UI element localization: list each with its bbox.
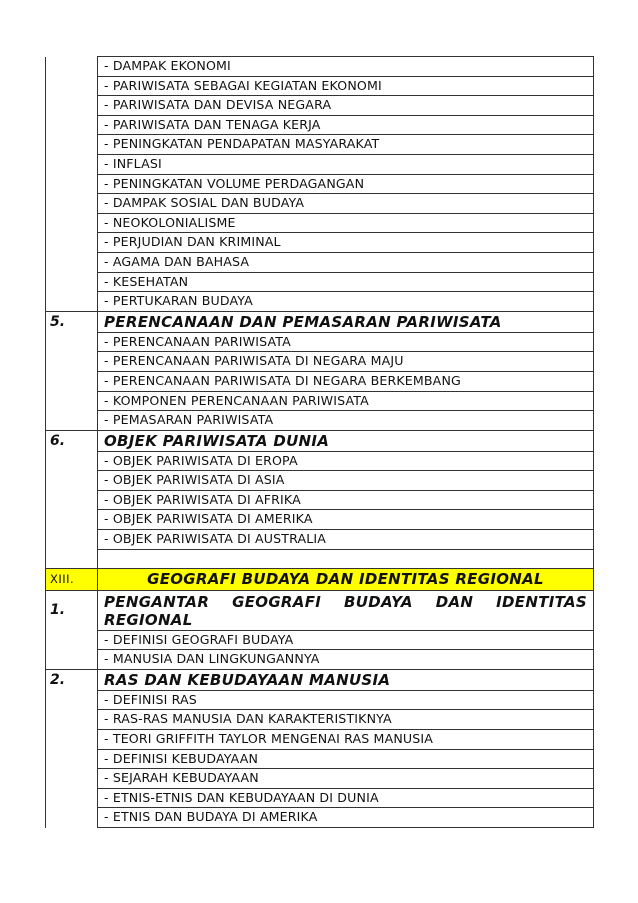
list-item: - PEMASARAN PARIWISATA [98, 411, 594, 431]
list-item: - MANUSIA DAN LINGKUNGANNYA [98, 650, 594, 670]
topic-number: 2. [46, 669, 98, 690]
table-row [46, 490, 594, 510]
list-item: - TEORI GRIFFITH TAYLOR MENGENAI RAS MANUSIA [98, 730, 594, 750]
table-row [46, 730, 594, 750]
list-item: - ETNIS DAN BUDAYA DI AMERIKA [98, 808, 594, 828]
topic-title-line-1: PENGANTAR GEOGRAFI BUDAYA DAN IDENTITAS [104, 592, 587, 611]
list-item: - OBJEK PARIWISATA DI AMERIKA [98, 510, 594, 530]
table-row [46, 194, 594, 214]
table-row [46, 769, 594, 789]
list-item: - PERENCANAAN PARIWISATA DI NEGARA BERKEMBANG [98, 371, 594, 391]
table-row [46, 471, 594, 491]
section-header-row [46, 568, 594, 590]
topic-title [98, 590, 594, 630]
topic-title: OBJEK PARIWISATA DUNIA [98, 430, 594, 451]
table-row [46, 115, 594, 135]
table-row [46, 213, 594, 233]
list-item: - PARIWISATA SEBAGAI KEGIATAN EKONOMI [98, 76, 594, 96]
topic-title-line-2: REGIONAL [104, 610, 193, 629]
table-row [46, 710, 594, 730]
table-row [46, 311, 594, 332]
list-item: - OBJEK PARIWISATA DI AUSTRALIA [98, 530, 594, 550]
topic-title: RAS DAN KEBUDAYAAN MANUSIA [98, 669, 594, 690]
list-item: - OBJEK PARIWISATA DI EROPA [98, 451, 594, 471]
table-row [46, 451, 594, 471]
table-row [46, 371, 594, 391]
list-item: - AGAMA DAN BAHASA [98, 252, 594, 272]
table-row [46, 788, 594, 808]
list-item: - KOMPONEN PERENCANAAN PARIWISATA [98, 391, 594, 411]
list-item: - PERENCANAAN PARIWISATA [98, 332, 594, 352]
number-cell [46, 57, 98, 77]
list-item: - PERTUKARAN BUDAYA [98, 292, 594, 312]
list-item: - DAMPAK EKONOMI [98, 57, 594, 77]
list-item: - NEOKOLONIALISME [98, 213, 594, 233]
table-row [46, 749, 594, 769]
topic-number: 1. [46, 590, 98, 630]
table-row [46, 630, 594, 650]
list-item: - KESEHATAN [98, 272, 594, 292]
list-item: - PARIWISATA DAN TENAGA KERJA [98, 115, 594, 135]
list-item: - OBJEK PARIWISATA DI AFRIKA [98, 490, 594, 510]
table-row [46, 252, 594, 272]
list-item: - PENINGKATAN VOLUME PERDAGANGAN [98, 174, 594, 194]
list-item: - DEFINISI RAS [98, 690, 594, 710]
list-item: - PERENCANAAN PARIWISATA DI NEGARA MAJU [98, 352, 594, 372]
table-row [46, 352, 594, 372]
empty-row [46, 549, 594, 568]
table-row [46, 272, 594, 292]
table-row [46, 135, 594, 155]
list-item: - DEFINISI GEOGRAFI BUDAYA [98, 630, 594, 650]
section-number: XIII. [46, 568, 98, 590]
table-row [46, 430, 594, 451]
list-item: - OBJEK PARIWISATA DI ASIA [98, 471, 594, 491]
table-row [46, 530, 594, 550]
table-row [46, 510, 594, 530]
table-row [46, 690, 594, 710]
syllabus-table [45, 56, 594, 828]
table-row [46, 154, 594, 174]
table-row [46, 292, 594, 312]
list-item: - INFLASI [98, 154, 594, 174]
list-item: - SEJARAH KEBUDAYAAN [98, 769, 594, 789]
list-item: - ETNIS-ETNIS DAN KEBUDAYAAN DI DUNIA [98, 788, 594, 808]
syllabus-page [45, 56, 594, 828]
table-row [46, 233, 594, 253]
list-item: - DEFINISI KEBUDAYAAN [98, 749, 594, 769]
table-row [46, 808, 594, 828]
topic-number: 6. [46, 430, 98, 451]
topic-number: 5. [46, 311, 98, 332]
list-item: - PARIWISATA DAN DEVISA NEGARA [98, 96, 594, 116]
list-item: - PENINGKATAN PENDAPATAN MASYARAKAT [98, 135, 594, 155]
table-row [46, 174, 594, 194]
table-row [46, 76, 594, 96]
table-row [46, 96, 594, 116]
list-item: - RAS-RAS MANUSIA DAN KARAKTERISTIKNYA [98, 710, 594, 730]
table-row [46, 411, 594, 431]
list-item: - PERJUDIAN DAN KRIMINAL [98, 233, 594, 253]
topic-title: PERENCANAAN DAN PEMASARAN PARIWISATA [98, 311, 594, 332]
table-row [46, 57, 594, 77]
table-row [46, 332, 594, 352]
table-row [46, 650, 594, 670]
list-item: - DAMPAK SOSIAL DAN BUDAYA [98, 194, 594, 214]
table-row [46, 669, 594, 690]
table-row [46, 590, 594, 630]
section-title: GEOGRAFI BUDAYA DAN IDENTITAS REGIONAL [98, 568, 594, 590]
table-row [46, 391, 594, 411]
